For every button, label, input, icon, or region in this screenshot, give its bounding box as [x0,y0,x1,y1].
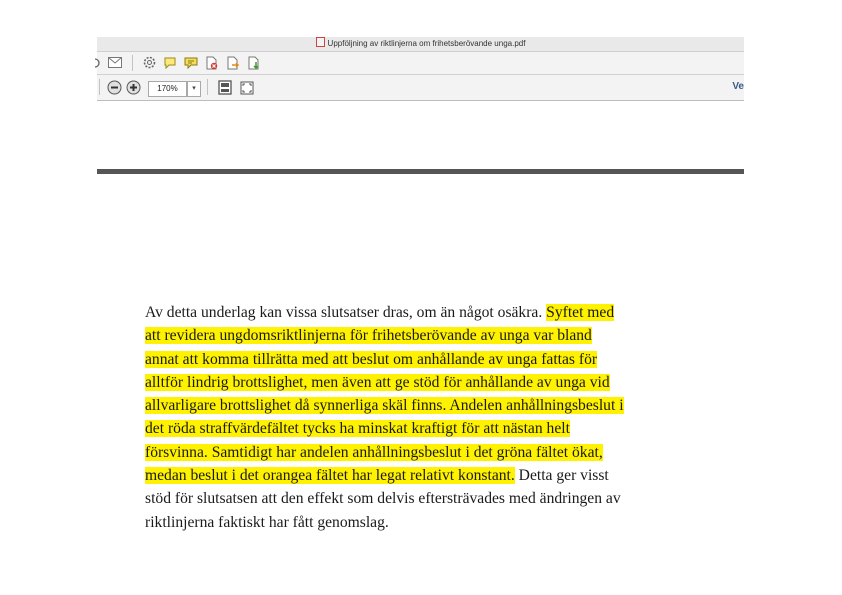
toolbar-separator [207,79,208,95]
text-line [145,324,710,347]
text-line [145,464,710,487]
toolbar-separator [132,55,133,71]
gear-icon[interactable] [142,55,157,70]
zoom-dropdown-button[interactable]: ▾ [187,81,201,97]
page-top-border [97,169,744,174]
body-text: stöd för slutsatsen att den effekt som delvis eftersträvades med ändringen av [145,490,621,508]
zoom-level-input[interactable]: 170% [148,81,187,97]
body-text: Detta ger visst [514,467,609,485]
highlighted-text: annat att komma tillrätta med att beslut om anhållande av unga fattas för [145,350,598,368]
text-line [145,394,710,417]
text-line [145,301,710,324]
highlighted-text: försvinna. Samtidigt har andelen anhållningsbeslut i det gröna fältet ökat, [145,443,603,461]
highlighted-text: allvarligare brottslighet då synnerliga skäl finns. Andelen anhållningsbeslut i [145,397,624,415]
toolbar-row-2 [97,75,744,101]
viewer-background [97,101,744,169]
pdf-file-icon [316,37,325,47]
text-line [145,371,710,394]
window-title: Uppföljning av riktlinjerna om frihetsberövande unga.pdf [327,39,526,48]
toolbar-right-label[interactable]: Ve [732,81,744,92]
zoom-in-icon[interactable] [126,80,141,95]
pdf-viewer-window [97,37,744,174]
partial-toolbar-icon [95,56,101,70]
text-line [145,417,710,440]
document-paragraph [145,301,710,534]
highlighted-text: alltför lindrig brottslighet, men även att ge stöd för anhållande av unga vid [145,373,610,391]
insert-page-icon[interactable] [246,55,261,70]
fit-page-icon[interactable] [217,80,232,95]
toolbar-separator [99,79,100,95]
delete-page-icon[interactable] [204,55,219,70]
comment-icon[interactable] [162,55,177,70]
highlighted-text: det röda straffvärdefältet tycks ha minskat kraftigt för att nästan helt [145,420,570,438]
extract-page-icon[interactable] [225,55,240,70]
window-titlebar [97,37,744,52]
mail-icon[interactable] [107,55,122,70]
highlighted-text: Syftet med [546,304,615,321]
text-line [145,348,710,371]
body-text: Av detta underlag kan vissa slutsatser dras, om än något osäkra. [145,304,547,321]
body-text: riktlinjerna faktiskt har fått genomslag. [145,513,389,531]
text-line [145,511,710,534]
fullscreen-icon[interactable] [239,80,254,95]
highlighted-text: medan beslut i det orangea fältet har legat relativt konstant. [145,467,515,485]
zoom-out-icon[interactable] [107,80,122,95]
highlighted-text: att revidera ungdomsriktlinjerna för frihetsberövande av unga var bland [145,327,592,345]
text-line [145,487,710,510]
toolbar-row-1 [97,52,744,75]
stamp-icon[interactable] [183,55,198,70]
text-line [145,441,710,464]
